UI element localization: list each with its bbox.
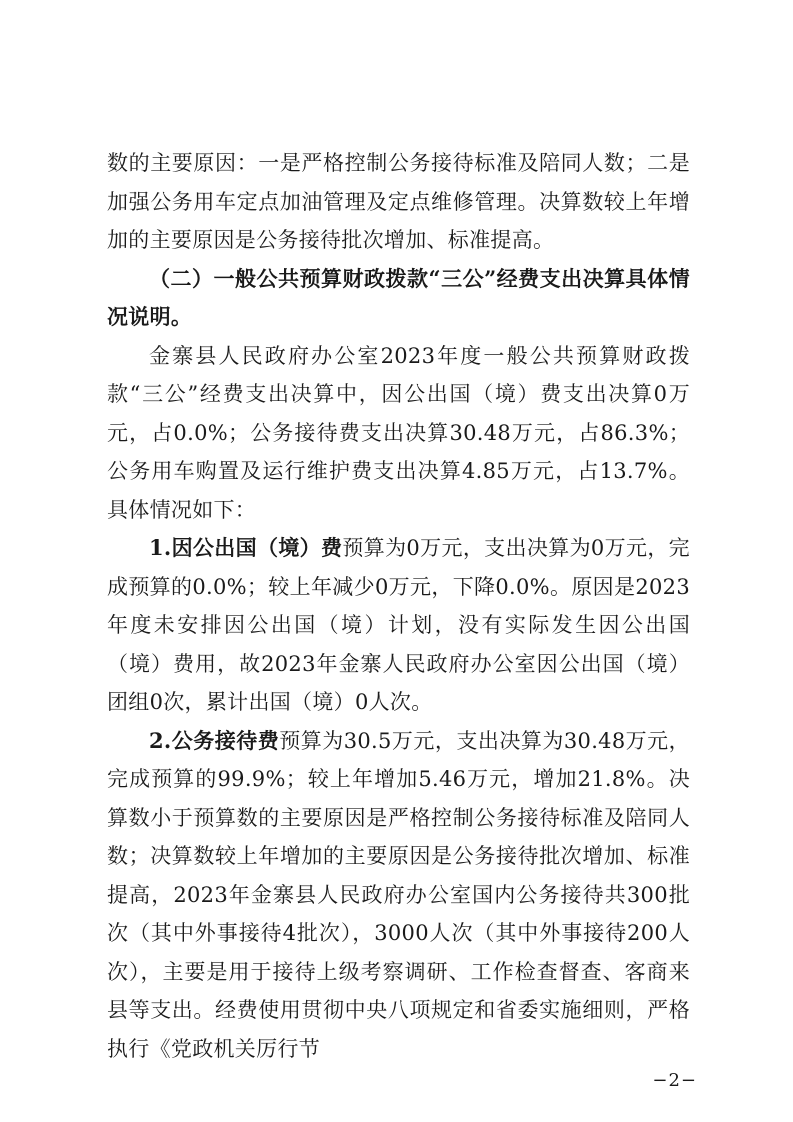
paragraph-item-2 [107, 722, 690, 1069]
item-1-text: 预算为0万元，支出决算为0万元，完成预算的0.0%；较上年减少0万元，下降0.0%。原因是2023年度未安排因公出国（境）计划，没有实际发生因公出国（境）费用，故2023年金寨人民政府办公室因公出国（境）团组0次，累计出国（境）0人次。 [107, 536, 690, 714]
section-heading: （二）一般公共预算财政拨款“三公”经费支出决算具体情况说明。 [107, 265, 690, 329]
paragraph-continued: 数的主要原因：一是严格控制公务接待标准及陪同人数；二是加强公务用车定点加油管理及定点维修管理。决算数较上年增加的主要原因是公务接待批次增加、标准提高。 [107, 151, 690, 252]
item-1-lead: 1.因公出国（境）费 [149, 535, 343, 560]
paragraph-summary: 金寨县人民政府办公室2023年度一般公共预算财政拨款“三公”经费支出决算中，因公出国（境）费支出决算0万元，占0.0%；公务接待费支出决算30.48万元，占86.3%；公务用车购置及运行维护费支出决算4.85万元，占13.7%。具体情况如下： [107, 343, 690, 522]
paragraph-item-1 [107, 529, 690, 722]
item-2-lead: 2.公务接待费 [149, 727, 280, 753]
document-body [107, 144, 690, 1068]
page-number: −2− [652, 1070, 697, 1091]
item-2-text: 预算为30.5万元，支出决算为30.48万元，完成预算的99.9%；较上年增加5.46万元，增加21.8%。决算数小于预算数的主要原因是严格控制公务接待标准及陪同人数；决算数较上年增加的主要原因是公务接待批次增加、标准提高，2023年金寨县人民政府办公室国内公务接待共300批次（其中外事接待4批次），3000人次（其中外事接待200人次），主要是用于接待上级考察调研、工作检查督查、客商来县等支出。经费使用贯彻中央八项规定和省委实施细则，严格执行《党政机关厉行节 [107, 728, 690, 1061]
